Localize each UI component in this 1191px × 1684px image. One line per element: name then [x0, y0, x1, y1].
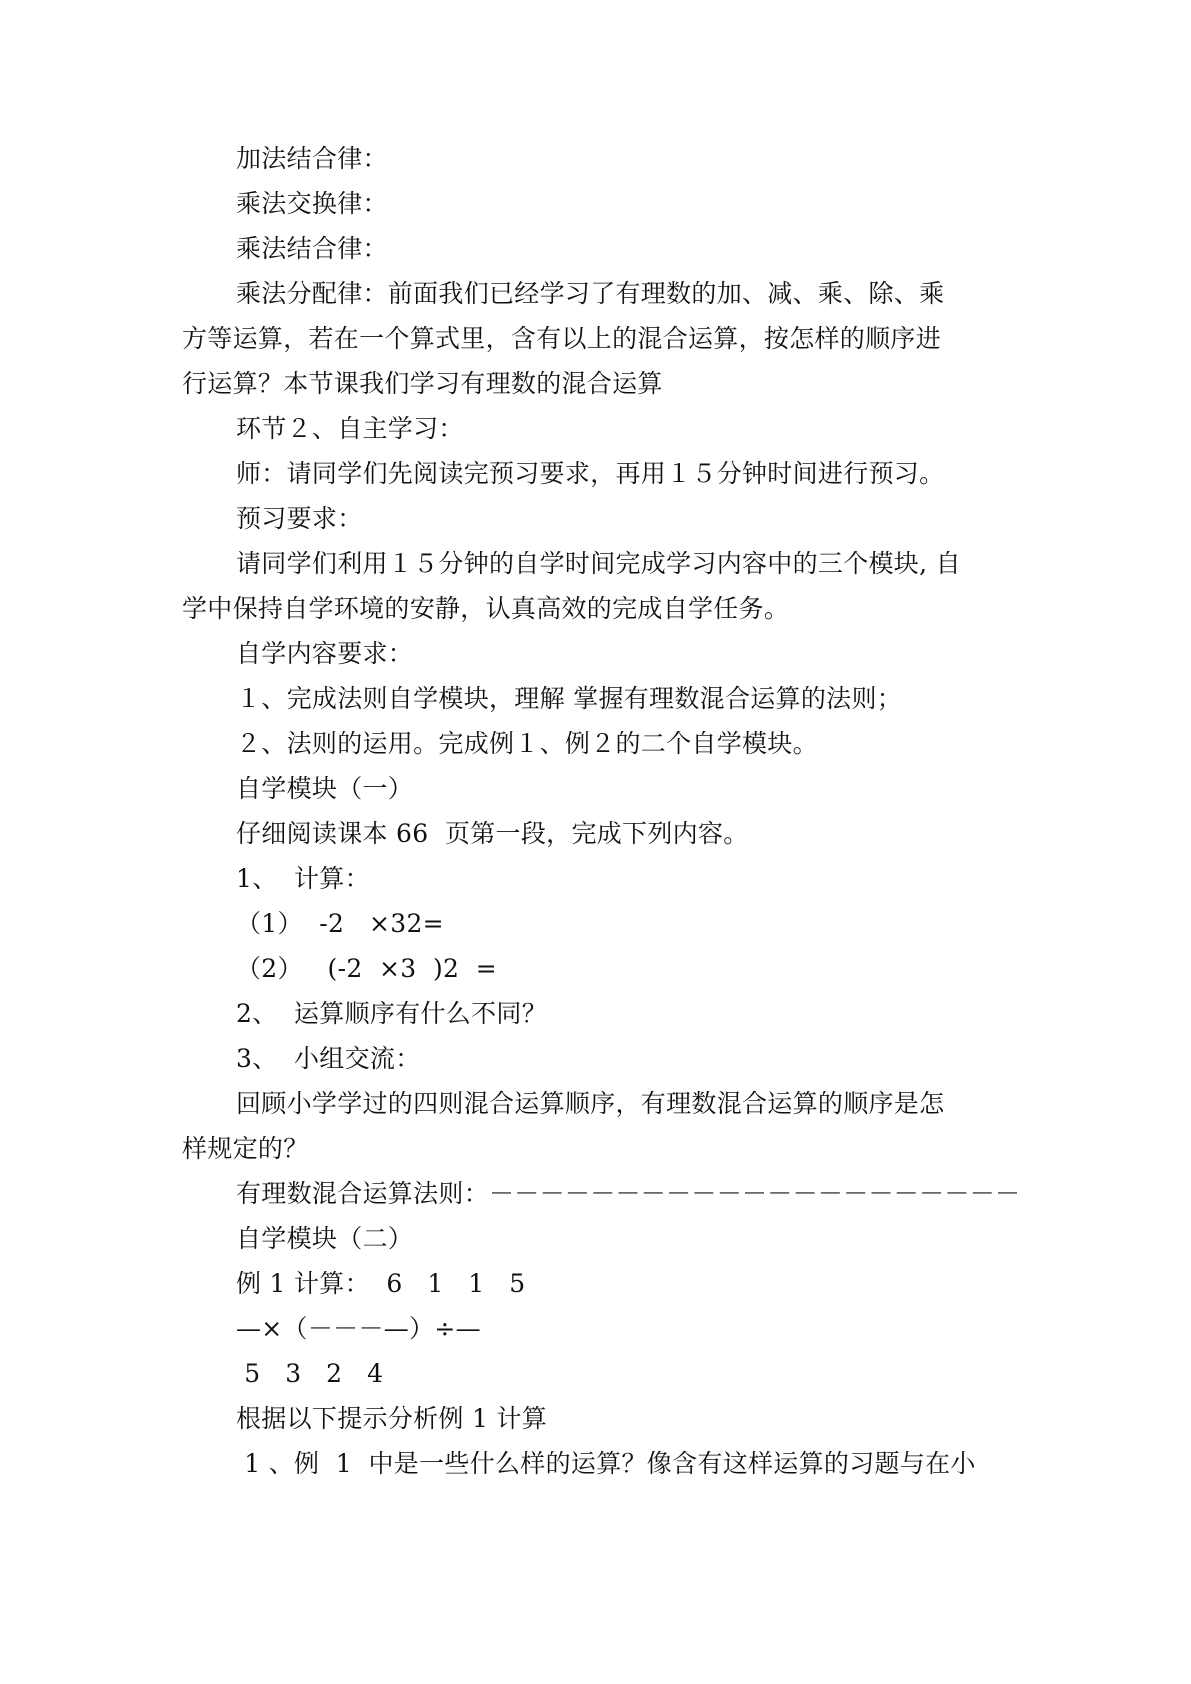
text-line-15: 自学模块（一） — [236, 774, 414, 803]
text-line-27: —×（－－－—）÷— — [236, 1314, 481, 1343]
text-line-28: 5 3 2 4 — [236, 1359, 384, 1388]
text-line-2: 乘法交换律： — [236, 189, 388, 218]
text-line-7: 环节２、自主学习： — [236, 414, 464, 443]
text-line-5: 方等运算，若在一个算式里，含有以上的混合运算，按怎样的顺序进 — [182, 324, 942, 353]
text-line-30: 1 、例 1 中是一些什么样的运算？像含有这样运算的习题与在小 — [236, 1449, 976, 1478]
text-line-18: （1） -2 ×32= — [236, 909, 444, 938]
text-line-11: 学中保持自学环境的安静，认真高效的完成自学任务。 — [182, 594, 790, 623]
text-line-26: 例 1 计算： 6 1 1 5 — [236, 1269, 526, 1298]
text-line-10: 请同学们利用１５分钟的自学时间完成学习内容中的三个模块, 自 — [236, 549, 961, 578]
text-line-12: 自学内容要求： — [236, 639, 414, 668]
text-line-24: 有理数混合运算法则：－－－－－－－－－－－－－－－－－－－－－ — [236, 1179, 1021, 1208]
text-line-16: 仔细阅读课本 66 页第一段，完成下列内容。 — [236, 819, 749, 848]
text-line-22: 回顾小学学过的四则混合运算顺序，有理数混合运算的顺序是怎 — [236, 1089, 945, 1118]
text-line-9: 预习要求： — [236, 504, 363, 533]
text-line-8: 师：请同学们先阅读完预习要求，再用１５分钟时间进行预习。 — [236, 459, 945, 488]
text-line-21: 3、 小组交流： — [236, 1044, 421, 1073]
text-line-25: 自学模块（二） — [236, 1224, 414, 1253]
text-line-3: 乘法结合律： — [236, 234, 388, 263]
text-line-14: ２、法则的运用。完成例１、例２的二个自学模块。 — [236, 729, 818, 758]
text-line-19: （2） (-2 ×3 )2 = — [236, 954, 497, 983]
text-line-6: 行运算？本节课我们学习有理数的混合运算 — [182, 369, 663, 398]
text-line-23: 样规定的？ — [182, 1134, 309, 1163]
text-line-17: 1、 计算： — [236, 864, 370, 893]
text-line-13: １、完成法则自学模块，理解 掌握有理数混合运算的法则； — [236, 684, 903, 713]
text-line-4: 乘法分配律：前面我们已经学习了有理数的加、减、乘、除、乘 — [236, 279, 945, 308]
text-line-20: 2、 运算顺序有什么不同？ — [236, 999, 548, 1028]
text-line-29: 根据以下提示分析例 1 计算 — [236, 1404, 548, 1433]
text-line-1: 加法结合律： — [236, 144, 388, 173]
